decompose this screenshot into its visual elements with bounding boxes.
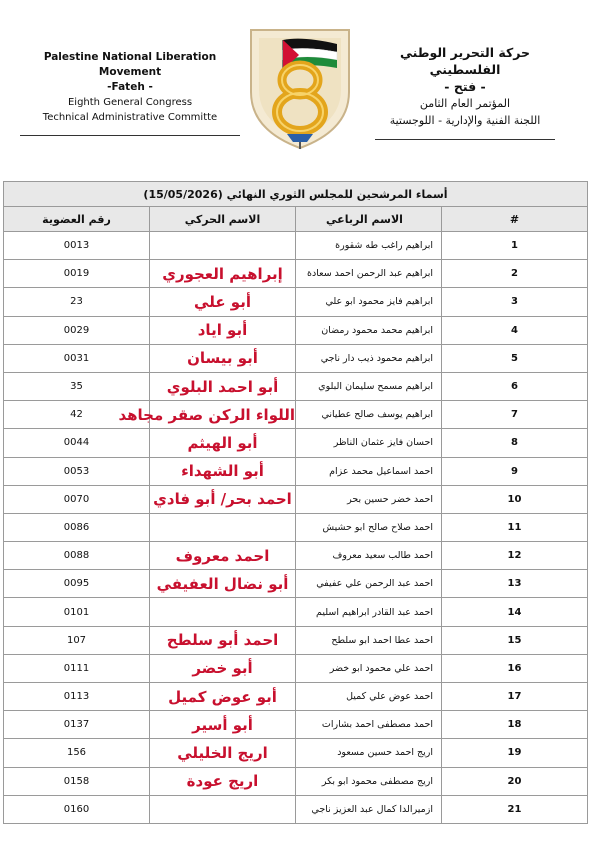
full-name-cell	[296, 457, 442, 485]
movement-name-cell	[150, 429, 296, 457]
movement-name-cell	[150, 767, 296, 795]
movement-name-cell	[150, 570, 296, 598]
membership-number-cell: 0088	[4, 542, 150, 570]
movement-name: أبو الهيثم	[187, 433, 258, 452]
table-caption: أسماء المرشحين للمجلس الثوري النهائي (15/05/2026)	[4, 182, 588, 207]
header-english	[20, 50, 240, 136]
full-name-cell	[296, 683, 442, 711]
table-row	[4, 457, 588, 485]
full-name: احمد خضر حسين بحر	[347, 493, 433, 505]
full-name-cell	[296, 654, 442, 682]
full-name-cell	[296, 598, 442, 626]
row-number-cell: 2	[442, 260, 588, 288]
row-number-cell: 12	[442, 542, 588, 570]
movement-name-cell	[150, 513, 296, 541]
membership-number-cell: 0111	[4, 654, 150, 682]
row-number-cell: 6	[442, 372, 588, 400]
org-short-ar: - فتح -	[444, 79, 486, 94]
full-name: ازميرالدا كمال عبد العزيز ناجي	[311, 803, 433, 815]
table-caption-row	[4, 182, 588, 207]
full-name-cell	[296, 401, 442, 429]
full-name-cell	[296, 260, 442, 288]
full-name: ابراهيم عبد الرحمن احمد سعادة	[307, 268, 433, 280]
movement-name: إبراهيم العجوري	[162, 264, 283, 283]
membership-number-cell: 35	[4, 372, 150, 400]
movement-name: احمد بحر/ أبو فادي	[153, 490, 292, 509]
full-name-cell	[296, 372, 442, 400]
full-name-cell	[296, 232, 442, 260]
full-name-cell	[296, 542, 442, 570]
table-row	[4, 513, 588, 541]
movement-name-cell	[150, 711, 296, 739]
col-header-full-name: الاسم الرباعي	[296, 207, 442, 232]
col-header-movement-name: الاسم الحركي	[150, 207, 296, 232]
membership-number-cell: 0013	[4, 232, 150, 260]
membership-number-cell: 0160	[4, 795, 150, 823]
membership-number-cell: 0053	[4, 457, 150, 485]
committee-name-en: Technical Administrative Committe	[42, 112, 218, 123]
movement-name-cell	[150, 485, 296, 513]
movement-name-cell	[150, 316, 296, 344]
membership-number-cell: 0019	[4, 260, 150, 288]
movement-name-cell	[150, 795, 296, 823]
full-name: احمد طالب سعيد معروف	[332, 550, 433, 562]
table-row	[4, 598, 588, 626]
full-name-cell	[296, 767, 442, 795]
table-row	[4, 795, 588, 823]
table-row	[4, 232, 588, 260]
movement-name-cell	[150, 626, 296, 654]
movement-name: اللواء الركن صقر مجاهد	[118, 405, 295, 424]
full-name-cell	[296, 316, 442, 344]
table-row	[4, 542, 588, 570]
movement-name: احمد معروف	[175, 546, 270, 565]
row-number-cell: 10	[442, 485, 588, 513]
full-name-cell	[296, 570, 442, 598]
row-number-cell: 9	[442, 457, 588, 485]
full-name-cell	[296, 429, 442, 457]
full-name: اريج مصطفى محمود ابو بكر	[321, 775, 433, 787]
membership-number-cell: 0031	[4, 344, 150, 372]
membership-number-cell: 0086	[4, 513, 150, 541]
row-number-cell: 3	[442, 288, 588, 316]
org-name-ar: حركة التحرير الوطني الفلسطيني	[399, 45, 530, 77]
membership-number-cell: 156	[4, 739, 150, 767]
table-row	[4, 626, 588, 654]
row-number-cell: 7	[442, 401, 588, 429]
full-name: احسان فايز عثمان الناظر	[333, 437, 433, 449]
full-name-cell	[296, 626, 442, 654]
movement-name: أبو الشهداء	[181, 462, 264, 481]
table-row	[4, 372, 588, 400]
committee-name-ar: اللجنة الفنية والإدارية - اللوجستية	[389, 114, 541, 127]
movement-name: أبو احمد البلوي	[166, 377, 279, 396]
row-number-cell: 14	[442, 598, 588, 626]
membership-number-cell: 0070	[4, 485, 150, 513]
header-divider-right	[375, 139, 555, 140]
full-name-cell	[296, 344, 442, 372]
movement-name-cell	[150, 542, 296, 570]
org-name-en: Palestine National Liberation Movement	[43, 51, 217, 78]
full-name: احمد اسماعيل محمد عزام	[329, 465, 433, 477]
movement-name: احمد أبو سلطح	[166, 631, 279, 650]
row-number-cell: 16	[442, 654, 588, 682]
candidates-table	[3, 181, 588, 824]
membership-number-cell: 0101	[4, 598, 150, 626]
full-name: احمد عبد الرحمن علي عفيفي	[316, 578, 433, 590]
movement-name: أبو بيسان	[187, 349, 258, 368]
table-row	[4, 316, 588, 344]
movement-name: أبو علي	[194, 292, 251, 311]
membership-number-cell: 0095	[4, 570, 150, 598]
row-number-cell: 18	[442, 711, 588, 739]
movement-name: أبو عوض كميل	[168, 687, 277, 706]
row-number-cell: 13	[442, 570, 588, 598]
full-name: ابراهيم راغب طه شقورة	[335, 240, 433, 252]
table-row	[4, 711, 588, 739]
header-arabic	[375, 44, 555, 140]
membership-number-cell: 42	[4, 401, 150, 429]
table-row	[4, 344, 588, 372]
row-number-cell: 5	[442, 344, 588, 372]
movement-name-cell	[150, 232, 296, 260]
movement-name: اريج الخليلي	[177, 743, 268, 762]
org-short-en: -Fateh -	[107, 81, 153, 93]
membership-number-cell: 0158	[4, 767, 150, 795]
full-name: احمد عبد القادر ابراهيم اسليم	[316, 606, 433, 618]
movement-name: أبو خضر	[192, 659, 253, 678]
congress-name-en: Eighth General Congress	[67, 97, 193, 108]
full-name: احمد مصطفى احمد بشارات	[321, 719, 433, 731]
full-name-cell	[296, 711, 442, 739]
table-row	[4, 739, 588, 767]
full-name-cell	[296, 795, 442, 823]
movement-name-cell	[150, 598, 296, 626]
table-row	[4, 288, 588, 316]
membership-number-cell: 23	[4, 288, 150, 316]
movement-name: أبو اياد	[197, 321, 248, 340]
full-name: احمد صلاح صالح ابو حشيش	[322, 521, 433, 533]
table-row	[4, 654, 588, 682]
membership-number-cell: 0044	[4, 429, 150, 457]
col-header-number: #	[442, 207, 588, 232]
full-name: ابراهيم فايز محمود ابو علي	[325, 296, 433, 308]
table-row	[4, 429, 588, 457]
table-row	[4, 570, 588, 598]
table-row	[4, 485, 588, 513]
table-row	[4, 260, 588, 288]
header-divider-left	[20, 135, 240, 136]
col-header-membership: رقم العضوية	[4, 207, 150, 232]
membership-number-cell: 107	[4, 626, 150, 654]
movement-name: أبو نضال العفيفي	[156, 574, 289, 593]
movement-name-cell	[150, 372, 296, 400]
full-name: احمد عطا احمد ابو سلطح	[331, 634, 433, 646]
full-name: ابراهيم محمد محمود رمضان	[321, 324, 433, 336]
full-name: ابراهيم مسمح سليمان البلوي	[318, 381, 433, 393]
row-number-cell: 4	[442, 316, 588, 344]
full-name-cell	[296, 288, 442, 316]
congress-logo	[245, 22, 355, 150]
movement-name: أبو أسير	[192, 715, 253, 734]
full-name: ابراهيم يوسف صالح عطياني	[321, 409, 433, 421]
full-name: ابراهيم محمود ذيب دار ناجي	[320, 352, 433, 364]
row-number-cell: 1	[442, 232, 588, 260]
full-name: احمد علي محمود ابو خضر	[329, 662, 433, 674]
membership-number-cell: 0029	[4, 316, 150, 344]
full-name: احمد عوض علي كميل	[346, 691, 433, 703]
row-number-cell: 17	[442, 683, 588, 711]
full-name-cell	[296, 485, 442, 513]
movement-name: اريج عودة	[186, 772, 259, 791]
movement-name-cell	[150, 683, 296, 711]
membership-number-cell: 0113	[4, 683, 150, 711]
full-name-cell	[296, 513, 442, 541]
movement-name-cell	[150, 344, 296, 372]
movement-name-cell	[150, 457, 296, 485]
full-name-cell	[296, 739, 442, 767]
movement-name-cell	[118, 401, 296, 429]
movement-name-cell	[150, 739, 296, 767]
row-number-cell: 21	[442, 795, 588, 823]
row-number-cell: 11	[442, 513, 588, 541]
row-number-cell: 8	[442, 429, 588, 457]
movement-name-cell	[150, 260, 296, 288]
row-number-cell: 15	[442, 626, 588, 654]
table-row	[4, 401, 588, 429]
full-name: اريج احمد حسين مسعود	[337, 747, 433, 759]
table-row	[4, 767, 588, 795]
row-number-cell: 20	[442, 767, 588, 795]
row-number-cell: 19	[442, 739, 588, 767]
congress-name-ar: المؤتمر العام الثامن	[419, 97, 511, 110]
table-header-row	[4, 207, 588, 232]
membership-number-cell: 0137	[4, 711, 150, 739]
movement-name-cell	[150, 654, 296, 682]
table-row	[4, 683, 588, 711]
movement-name-cell	[150, 288, 296, 316]
